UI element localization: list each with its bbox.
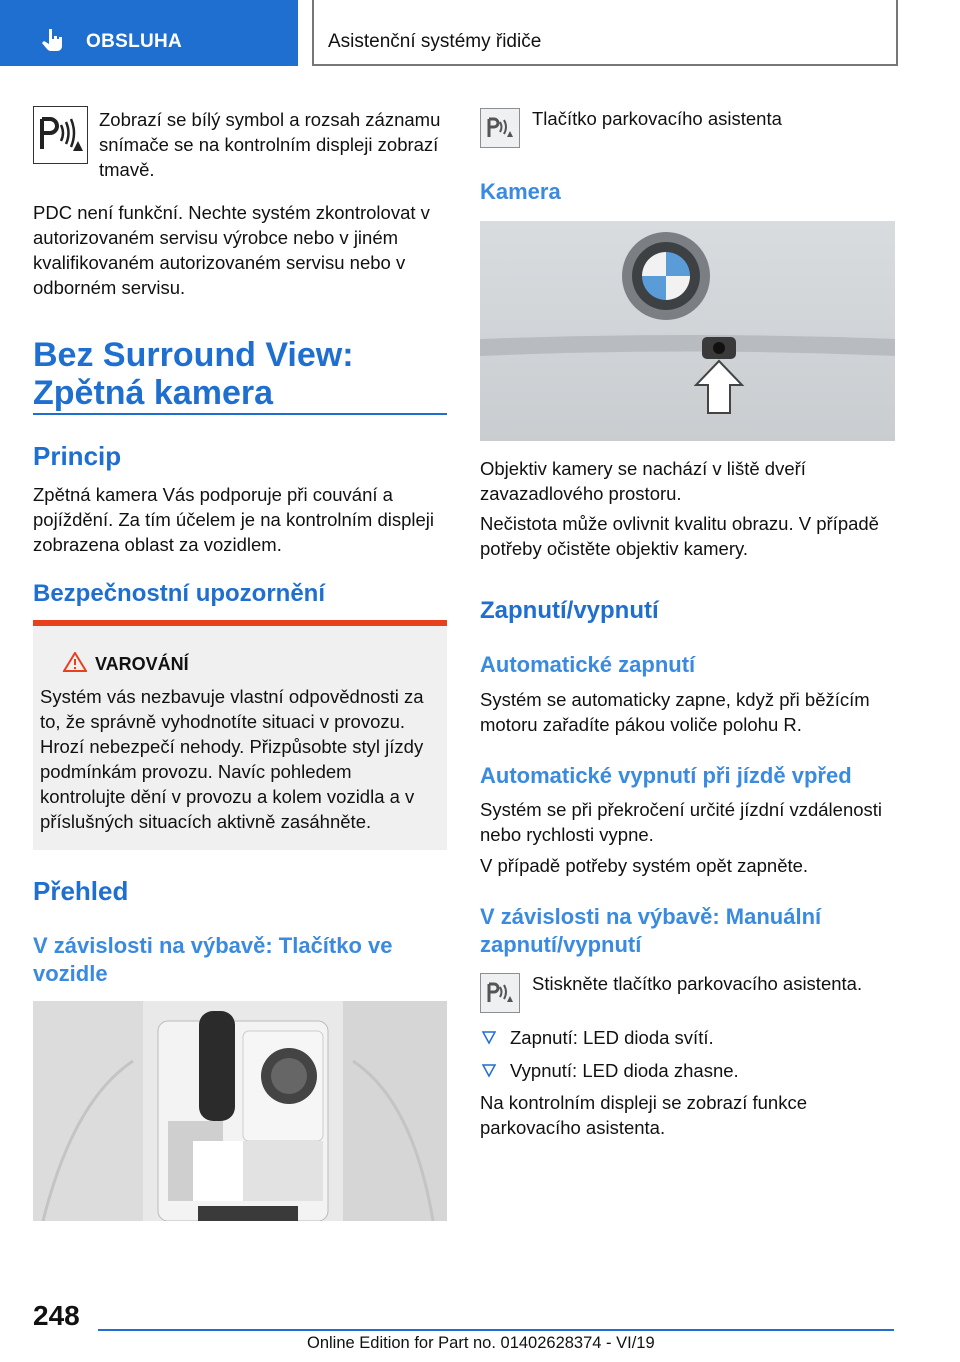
overview-heading: Přehled [33, 876, 129, 906]
bullet-text: Zapnutí: LED dioda svítí. [510, 1027, 714, 1048]
bullet-triangle-icon [482, 1031, 496, 1045]
warning-title: VAROVÁNÍ [95, 654, 189, 674]
bullet-triangle-icon [482, 1064, 496, 1078]
button-label: Tlačítko parkovacího asistenta [532, 108, 782, 129]
auto-off-text-2: V případě potřeby systém opět zapněte. [480, 855, 809, 876]
safety-heading: Bezpečnostní upozornění [33, 580, 326, 607]
park-assist-icon [481, 109, 519, 147]
camera-heading: Kamera [480, 179, 561, 204]
pdc-white-symbol [33, 106, 88, 164]
park-sensor-icon [34, 107, 87, 163]
manual-heading: V závislosti na výbavě: Manuální zapnutí/vypnutí [480, 904, 822, 957]
warning-box [33, 620, 447, 850]
camera-text-1: Objektiv kamery se nachází v liště dveří zavazadlového prostoru. [480, 458, 806, 504]
principle-heading: Princip [33, 441, 122, 471]
main-heading: Bez Surround View: Zpětná kamera [33, 336, 354, 412]
section-tab-label: OBSLUHA [86, 31, 183, 52]
chapter-title: Asistenční systémy řidiče [328, 31, 542, 52]
auto-on-text: Systém se automaticky zapne, když při běžícím motoru zařadíte pákou voliče polohu R. [480, 689, 870, 735]
warning-body: Systém vás nezbavuje vlastní odpovědnosti za to, že správně vyhodnotíte situaci v provozu. Hrozí nebezpečí nehody. Přizpůsobte styl jízdy podmínkám provozu. Navíc pohledem kontrolujte dění v provozu a kolem vozidla a v příslušných situacích aktivně zasáhněte. [40, 686, 424, 832]
pdc-text: PDC není funkční. Nechte systém zkontrolovat v autorizovaném servisu výrobce nebo v jiném kvalifikovaném autorizovaném servisu nebo v odborném servisu. [33, 202, 430, 298]
intro-text: Zobrazí se bílý symbol a rozsah záznamu snímače se na kontrolním displeji zobrazí tmavě. [99, 109, 441, 180]
auto-off-text-1: Systém se při překročení určité jízdní vzdálenosti nebo rychlosti vypne. [480, 799, 883, 845]
hand-pointer-icon [40, 27, 66, 53]
park-assist-button-icon [480, 108, 520, 148]
chapter-title-box [312, 0, 898, 66]
bullet-text: Vypnutí: LED dioda zhasne. [510, 1060, 739, 1081]
onoff-heading: Zapnutí/vypnutí [480, 597, 659, 624]
footer-rule [98, 1329, 894, 1331]
heading-rule [33, 413, 447, 415]
principle-text: Zpětná kamera Vás podporuje při couvání a pojíždění. Za tím účelem je na kontrolním displeji zobrazena oblast za vozidlem. [33, 484, 435, 555]
auto-off-heading: Automatické vypnutí při jízdě vpřed [480, 763, 852, 788]
park-assist-button-icon-2 [480, 973, 520, 1013]
rear-camera-photo [480, 221, 895, 441]
page-number: 248 [33, 1300, 80, 1331]
center-console-photo [33, 1001, 447, 1221]
warning-triangle-icon [63, 652, 87, 672]
park-assist-icon [481, 974, 519, 1012]
final-text: Na kontrolním displeji se zobrazí funkce parkovacího asistenta. [480, 1092, 807, 1138]
camera-text-2: Nečistota může ovlivnit kvalitu obrazu. V případě potřeby očistěte objektiv kamery. [480, 513, 879, 559]
edition-info: Online Edition for Part no. 01402628374 - VI/19 [307, 1334, 655, 1352]
section-tab[interactable] [0, 0, 298, 66]
button-heading: V závislosti na výbavě: Tlačítko ve vozidle [33, 933, 393, 986]
auto-on-heading: Automatické zapnutí [480, 652, 696, 677]
manual-text: Stiskněte tlačítko parkovacího asistenta. [532, 973, 863, 994]
